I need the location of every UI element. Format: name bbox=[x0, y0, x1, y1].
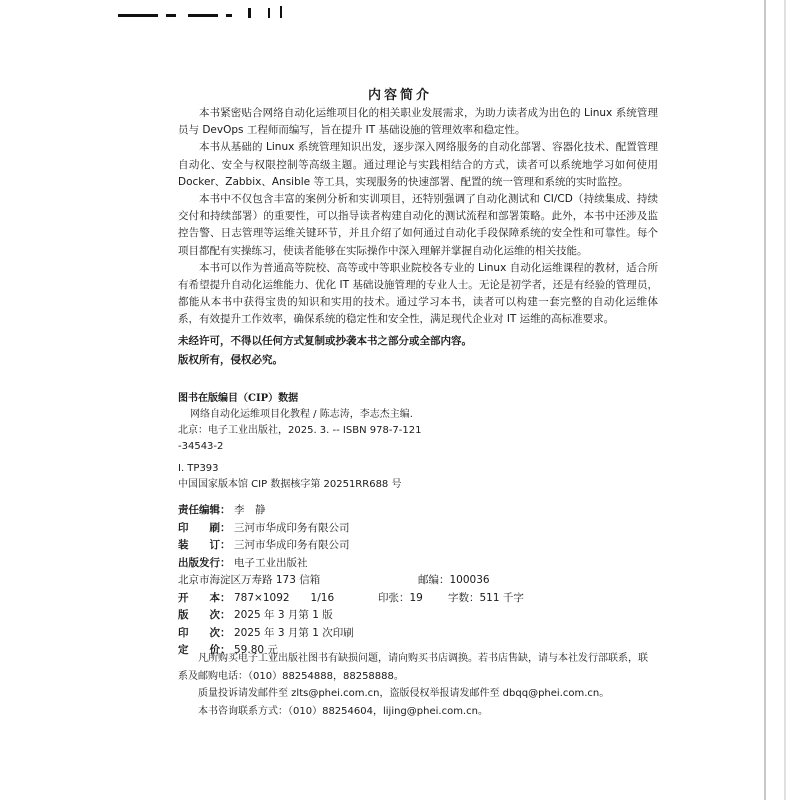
content-summary bbox=[178, 105, 658, 329]
credit-address bbox=[178, 572, 598, 590]
credit-value: 李 静 bbox=[234, 504, 266, 516]
credit-label: 印 刷： bbox=[178, 521, 231, 534]
copyright-line: 未经许可，不得以任何方式复制或抄袭本书之部分或全部内容。 bbox=[178, 335, 472, 347]
notice-paragraph: 凡所购买电子工业出版社图书有缺损问题，请向购买书店调换。若书店售缺，请与本社发行部联系，联系及邮购电话：（010）88254888，88258888。 bbox=[178, 653, 648, 682]
credit-label: 定 价： bbox=[178, 644, 231, 656]
credit-words: 字数：511 千字 bbox=[448, 591, 524, 604]
scan-edge-line bbox=[764, 0, 766, 800]
customer-notice bbox=[178, 650, 648, 720]
credit-label: 装 订： bbox=[178, 539, 231, 551]
notice-paragraph: 本书咨询联系方式：（010）88254604，lijing@phei.com.cn。 bbox=[198, 705, 488, 717]
credit-print bbox=[178, 520, 598, 538]
credit-value: 2025 年 3 月第 1 版 bbox=[234, 609, 333, 621]
page-title: 内容简介 bbox=[367, 88, 432, 103]
copyright-line: 版权所有，侵权必究。 bbox=[178, 354, 283, 366]
credit-value: 787×1092 1/16 bbox=[234, 591, 335, 604]
cip-line: 网络自动化运维项目化教程 / 陈志涛，李志杰主编. bbox=[190, 409, 413, 420]
credit-label: 出版发行： bbox=[178, 556, 231, 569]
scan-edge-marks bbox=[118, 14, 288, 18]
credit-format bbox=[178, 590, 598, 608]
credit-label: 印 次： bbox=[178, 626, 231, 639]
copyright-notice bbox=[178, 332, 658, 370]
summary-paragraph: 本书从基础的 Linux 系统管理知识出发，逐步深入网络服务的自动化部署、容器化技术、配置管理自动化、安全与权限控制等高级主题。通过理论与实践相结合的方式，读者可以系统地学习如何使用 Docker、Zabbix、Ansible 等工具，实现服务的快速部署、配置的统一管理和系统的实时监控。 bbox=[178, 141, 658, 188]
credit-binding bbox=[178, 537, 598, 555]
scan-edge-line bbox=[784, 0, 786, 800]
credit-postcode: 邮编：100036 bbox=[418, 574, 490, 586]
credit-editor bbox=[178, 502, 598, 520]
credit-sheets: 印张：19 bbox=[378, 591, 423, 604]
notice-paragraph: 质量投诉请发邮件至 zlts@phei.com.cn，盗版侵权举报请发邮件至 dbqq@phei.com.cn。 bbox=[198, 688, 610, 699]
credit-value: 三河市华成印务有限公司 bbox=[234, 521, 350, 534]
credit-label: 版 次： bbox=[178, 609, 231, 621]
credit-label: 开 本： bbox=[178, 591, 231, 604]
credit-publisher bbox=[178, 555, 598, 573]
cip-title: 图书在版编目（CIP）数据 bbox=[178, 393, 299, 404]
credit-value: 59.80 元 bbox=[234, 644, 278, 656]
credit-label: 责任编辑： bbox=[178, 504, 231, 516]
credit-edition bbox=[178, 607, 598, 625]
cip-classification: Ⅰ. TP393 bbox=[178, 463, 219, 474]
credit-value: 电子工业出版社 bbox=[234, 556, 308, 569]
credit-address-value: 北京市海淀区万寿路 173 信箱 bbox=[178, 574, 321, 586]
cip-line: 北京：电子工业出版社，2025. 3. -- ISBN 978-7-121 bbox=[178, 425, 422, 436]
cip-record-number: 中国国家版本馆 CIP 数据核字第 20251RR688 号 bbox=[178, 479, 402, 490]
summary-paragraph: 本书紧密贴合网络自动化运维项目化的相关职业发展需求，为助力读者成为出色的 Linux 系统管理员与 DevOps 工程师而编写，旨在提升 IT 基础设施的管理效率和稳定性。 bbox=[178, 107, 658, 137]
publication-credits bbox=[178, 502, 598, 660]
credit-impression bbox=[178, 625, 598, 643]
credit-value: 2025 年 3 月第 1 次印刷 bbox=[234, 626, 354, 639]
credit-value: 三河市华成印务有限公司 bbox=[234, 539, 350, 551]
summary-paragraph: 本书可以作为普通高等院校、高等或中等职业院校各专业的 Linux 自动化运维课程的教材，适合所有希望提升自动化运维能力、优化 IT 基础设施管理的专业人士。无论是初学者，还是有经验的管理员，都能从本书中获得宝贵的知识和实用的技术。通过学习本书，读者可以构建一套完整的自动化运维体系，有效提升工作效率，确保系统的稳定性和安全性，满足现代企业对 IT 运维的高标准要求。 bbox=[178, 261, 658, 326]
cip-line: -34543-2 bbox=[178, 441, 224, 452]
cip-data-block bbox=[178, 391, 598, 493]
summary-paragraph: 本书中不仅包含丰富的案例分析和实训项目，还特别强调了自动化测试和 CI/CD（持续集成、持续交付和持续部署）的重要性，可以指导读者构建自动化的测试流程和部署策略。此外，本书中还涉及监控告警、日志管理等运维关键环节，并且介绍了如何通过自动化手段保障系统的安全性和可靠性。每个项目都配有实操练习，使读者能够在实际操作中深入理解并掌握自动化运维的相关技能。 bbox=[178, 193, 658, 257]
